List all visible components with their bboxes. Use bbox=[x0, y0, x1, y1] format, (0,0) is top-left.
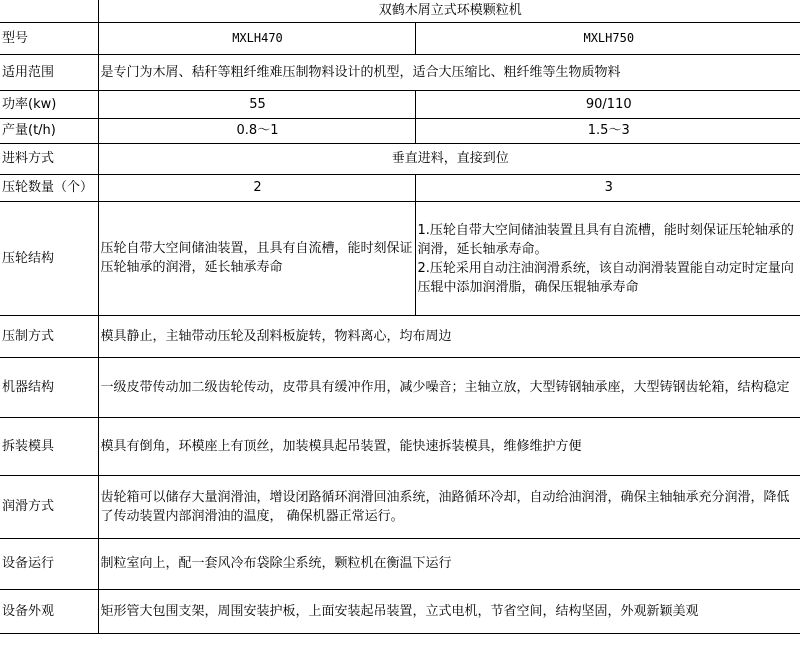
roller-structure-item-2: 2.压轮采用自动注油润滑系统，该自动润滑装置能自动定时定量向压辊中添加润滑脂，确保压辊轴承寿命 bbox=[417, 260, 794, 295]
roller-count-col2: 3 bbox=[415, 174, 800, 201]
row-lubrication bbox=[0, 475, 800, 538]
power-col2: 90/110 bbox=[415, 90, 800, 118]
appearance-value: 矩形管大包围支架，周围安装护板，上面安装起吊装置，立式电机，节省空间，结构坚固，外观新颖美观 bbox=[98, 589, 800, 633]
title-row bbox=[0, 0, 800, 22]
roller-structure-item-1: 1.压轮自带大空间储油装置且具有自流槽，能时刻保证压轮轴承的润滑，延长轴承寿命。 bbox=[417, 222, 794, 257]
label-operation: 设备运行 bbox=[0, 538, 98, 589]
row-model bbox=[0, 22, 800, 54]
label-appearance: 设备外观 bbox=[0, 589, 98, 633]
label-lubrication: 润滑方式 bbox=[0, 475, 98, 538]
row-operation bbox=[0, 538, 800, 589]
row-feeding bbox=[0, 143, 800, 174]
label-output: 产量(t/h) bbox=[0, 118, 98, 143]
label-roller-count: 压轮数量（个） bbox=[0, 174, 98, 201]
label-model: 型号 bbox=[0, 22, 98, 54]
title-blank-cell bbox=[0, 0, 98, 22]
row-roller-structure bbox=[0, 201, 800, 315]
label-roller-structure: 压轮结构 bbox=[0, 201, 98, 315]
label-machine-structure: 机器结构 bbox=[0, 357, 98, 417]
row-pressing bbox=[0, 315, 800, 357]
label-scope: 适用范围 bbox=[0, 54, 98, 90]
roller-structure-col2 bbox=[415, 201, 800, 315]
model-col1: MXLH470 bbox=[98, 22, 415, 54]
table-title: 双鹤木屑立式环模颗粒机 bbox=[98, 0, 800, 22]
row-roller-count bbox=[0, 174, 800, 201]
scope-value: 是专门为木屑、秸秆等粗纤维难压制物料设计的机型，适合大压缩比、粗纤维等生物质物料 bbox=[98, 54, 800, 90]
machine-structure-value: 一级皮带传动加二级齿轮传动，皮带具有缓冲作用，减少噪音；主轴立放，大型铸钢轴承座，大型铸钢齿轮箱，结构稳定 bbox=[98, 357, 800, 417]
output-col2: 1.5～3 bbox=[415, 118, 800, 143]
row-output bbox=[0, 118, 800, 143]
row-power bbox=[0, 90, 800, 118]
operation-value: 制粒室向上，配一套风冷布袋除尘系统，颗粒机在衡温下运行 bbox=[98, 538, 800, 589]
mold-value: 模具有倒角，环模座上有顶丝，加装模具起吊装置，能快速拆装模具，维修维护方便 bbox=[98, 417, 800, 475]
model-col2: MXLH750 bbox=[415, 22, 800, 54]
feeding-value: 垂直进料，直接到位 bbox=[98, 143, 800, 174]
row-machine-structure bbox=[0, 357, 800, 417]
roller-structure-col1: 压轮自带大空间储油装置，且具有自流槽，能时刻保证压轮轴承的润滑，延长轴承寿命 bbox=[98, 201, 415, 315]
label-pressing: 压制方式 bbox=[0, 315, 98, 357]
row-appearance bbox=[0, 589, 800, 633]
label-mold: 拆装模具 bbox=[0, 417, 98, 475]
pressing-value: 模具静止，主轴带动压轮及刮料板旋转，物料离心，均布周边 bbox=[98, 315, 800, 357]
lubrication-value: 齿轮箱可以储存大量润滑油，增设闭路循环润滑回油系统，油路循环冷却，自动给油润滑，确保主轴轴承充分润滑，降低了传动装置内部润滑油的温度， 确保机器正常运行。 bbox=[98, 475, 800, 538]
row-mold bbox=[0, 417, 800, 475]
label-power: 功率(kw) bbox=[0, 90, 98, 118]
output-col1: 0.8～1 bbox=[98, 118, 415, 143]
roller-count-col1: 2 bbox=[98, 174, 415, 201]
label-feeding: 进料方式 bbox=[0, 143, 98, 174]
power-col1: 55 bbox=[98, 90, 415, 118]
row-scope bbox=[0, 54, 800, 90]
